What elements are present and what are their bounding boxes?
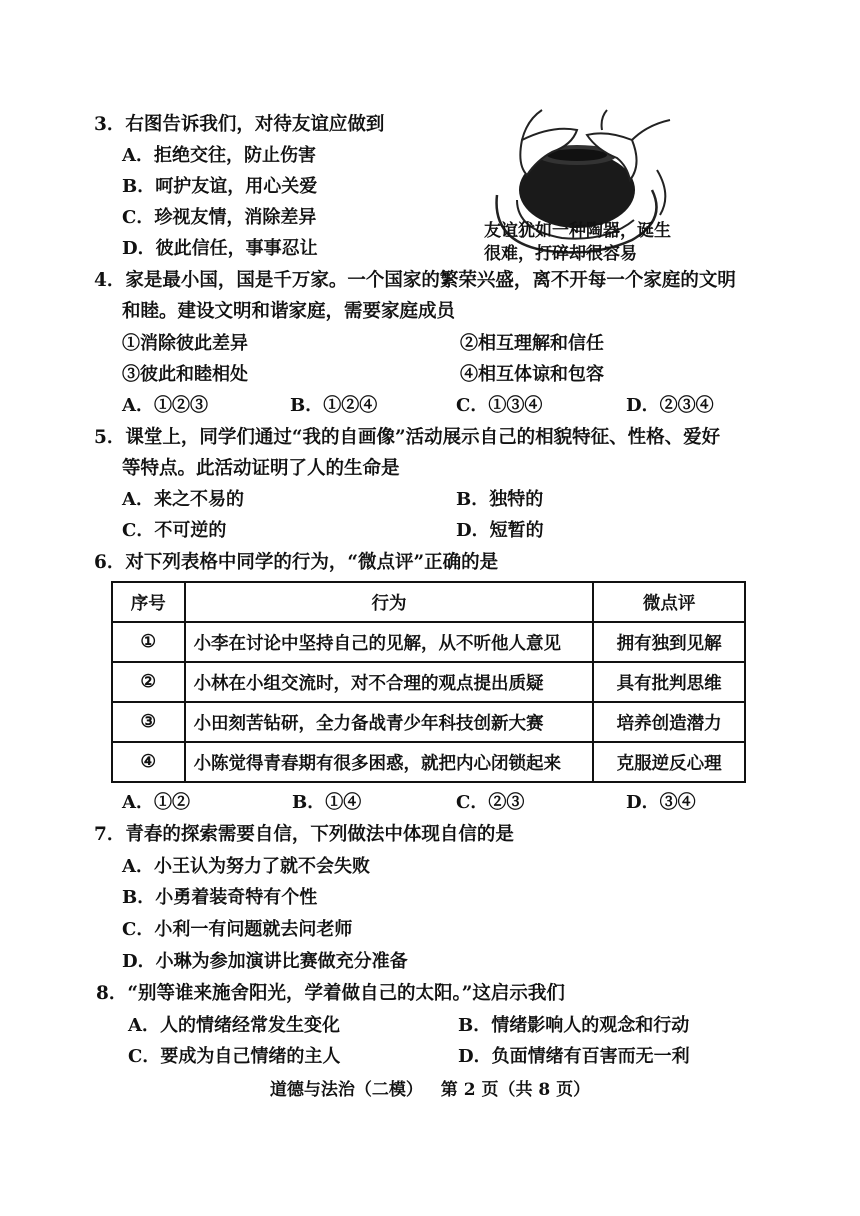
q7-option-b: B．小勇着装奇特有个性 [122, 887, 318, 908]
table-row [112, 622, 745, 662]
table-header-row [112, 582, 745, 622]
q5-stem-line2: 等特点。此活动证明了人的生命是 [122, 458, 400, 479]
q6-option-d: D．③④ [626, 792, 696, 813]
q5-option-a: A．来之不易的 [122, 489, 244, 510]
row-action: 小陈觉得青春期有很多困惑，就把内心闭锁起来 [185, 742, 594, 782]
row-action: 小李在讨论中坚持自己的见解，从不听他人意见 [185, 622, 594, 662]
row-comment: 克服逆反心理 [593, 742, 745, 782]
q4-stem-line2: 和睦。建设文明和谐家庭，需要家庭成员 [122, 301, 456, 322]
q7-option-c: C．小利一有问题就去问老师 [122, 919, 353, 940]
footer-subject: 道德与法治（二模） [269, 1080, 423, 1100]
q6-option-a: A．①② [122, 792, 190, 813]
q8-option-d: D．负面情绪有百害而无一利 [458, 1046, 690, 1067]
q3-option-b: B．呵护友谊，用心关爱 [122, 176, 318, 197]
q4-item-1: ①消除彼此差异 [122, 333, 248, 354]
q3-option-a: A．拒绝交往，防止伤害 [122, 145, 316, 166]
q4-option-b: B．①②④ [290, 395, 378, 416]
header-number: 序号 [112, 582, 185, 622]
q3-option-c: C．珍视友情，消除差异 [122, 207, 317, 228]
q6-option-c: C．②③ [456, 792, 525, 813]
table-row [112, 742, 745, 782]
q5-stem-line1: 5．课堂上，同学们通过“我的自画像”活动展示自己的相貌特征、性格、爱好 [94, 427, 721, 448]
q5-option-c: C．不可逆的 [122, 520, 227, 541]
table-row [112, 662, 745, 702]
q5-option-b: B．独特的 [456, 489, 544, 510]
row-comment: 具有批判思维 [593, 662, 745, 702]
table-row [112, 702, 745, 742]
q7-option-a: A．小王认为努力了就不会失败 [122, 856, 370, 877]
footer-page-number: 第 2 页（共 8 页） [440, 1080, 591, 1100]
q6-option-b: B．①④ [292, 792, 362, 813]
q4-option-c: C．①③④ [456, 395, 543, 416]
row-action: 小田刻苦钻研，全力备战青少年科技创新大赛 [185, 702, 594, 742]
q3-illustration-caption: 友谊犹如一种陶器，诞生很难，打碎却很容易 [484, 221, 671, 264]
q7-stem: 7．青春的探索需要自信，下列做法中体现自信的是 [94, 824, 514, 845]
q4-stem-line1: 4．家是最小国，国是千万家。一个国家的繁荣兴盛，离不开每一个家庭的文明 [94, 270, 736, 291]
row-number: ③ [112, 702, 185, 742]
row-comment: 拥有独到见解 [593, 622, 745, 662]
q8-option-a: A．人的情绪经常发生变化 [128, 1015, 340, 1036]
q4-option-d: D．②③④ [626, 395, 714, 416]
q3-option-d: D．彼此信任，事事忍让 [122, 238, 318, 259]
q7-option-d: D．小琳为参加演讲比赛做充分准备 [122, 951, 408, 972]
q5-option-d: D．短暂的 [456, 520, 544, 541]
q8-stem: 8．“别等谁来施舍阳光，学着做自己的太阳。”这启示我们 [96, 983, 565, 1004]
q4-item-4: ④相互体谅和包容 [460, 364, 604, 385]
row-number: ④ [112, 742, 185, 782]
row-number: ① [112, 622, 185, 662]
q8-option-c: C．要成为自己情绪的主人 [128, 1046, 341, 1067]
q4-item-2: ②相互理解和信任 [460, 333, 604, 354]
row-action: 小林在小组交流时，对不合理的观点提出质疑 [185, 662, 594, 702]
row-comment: 培养创造潜力 [593, 702, 745, 742]
header-action: 行为 [185, 582, 594, 622]
q4-option-a: A．①②③ [122, 395, 208, 416]
q6-behavior-table [111, 581, 746, 783]
q4-item-3: ③彼此和睦相处 [122, 364, 248, 385]
q6-stem: 6．对下列表格中同学的行为，“微点评”正确的是 [94, 552, 499, 573]
row-number: ② [112, 662, 185, 702]
q3-stem: 3．右图告诉我们，对待友谊应做到 [94, 114, 385, 135]
header-comment: 微点评 [593, 582, 745, 622]
q8-option-b: B．情绪影响人的观念和行动 [458, 1015, 690, 1036]
page-footer [0, 1075, 860, 1100]
